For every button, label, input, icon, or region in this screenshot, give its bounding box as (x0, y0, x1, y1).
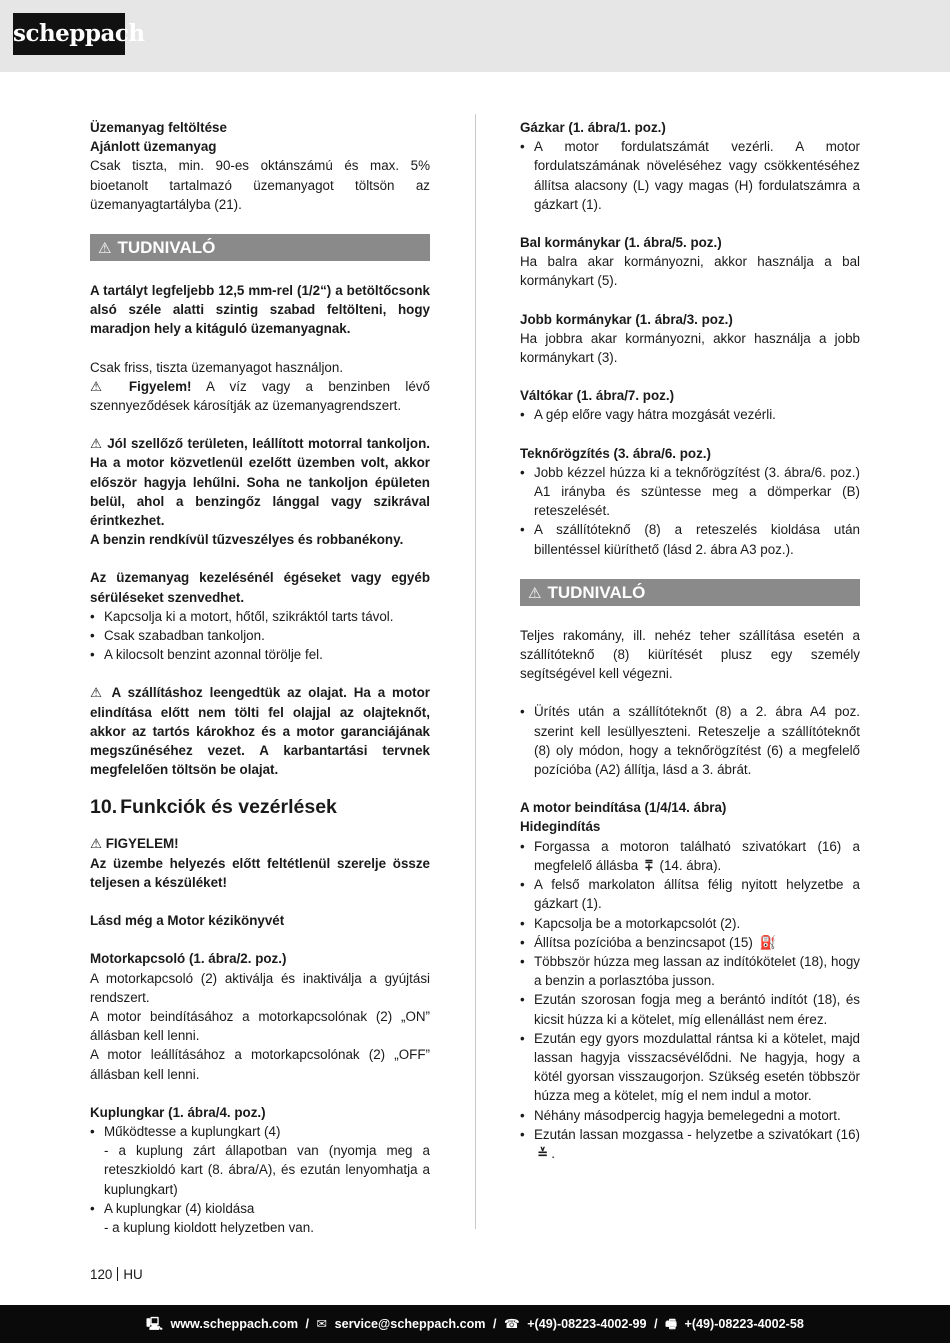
fresh-fuel-text: Csak friss, tiszta üzemanyagot használjon. (90, 359, 344, 375)
burns-list (90, 607, 430, 665)
cold-start-title: Hidegindítás (520, 819, 601, 835)
clutch-list (90, 1122, 430, 1237)
warning-label: FIGYELEM! (105, 836, 179, 852)
clutch-item-2: A kuplungkar (4) kioldása (104, 1200, 255, 1216)
list-item: • Kapcsolja be a motorkapcsolót (2). (520, 914, 860, 933)
see-also-text: Lásd még a Motor kézikönyvét (90, 913, 285, 929)
tray-lock-title: Teknőrögzítés (3. ábra/6. poz.) (520, 445, 711, 461)
choke-open-icon: ≚ (537, 1145, 549, 1161)
warning-triangle-icon: ⚠ (90, 836, 106, 852)
warning-triangle-icon: ⚠ (528, 584, 542, 602)
attention-text: A víz vagy a benzinben lévő szennyeződések károsítják az üzemanyagrendszert. (90, 378, 430, 414)
fax-number: +(49)-08223-4002-58 (684, 1317, 804, 1331)
contact-bar: 🖳 www.scheppach.com / ✉ service@scheppach.com / ☎ +(49)-08223-4002-99 / 🖷 +(49)-08223-4002-58 (0, 1305, 950, 1343)
list-item (520, 933, 860, 952)
clutch-item-2-sub: - a kuplung kioldott helyzetben van. (104, 1219, 314, 1235)
list-item (520, 837, 860, 875)
list-item: • Többször húzza meg lassan az indítókötelet (18), hogy a benzin a porlasztóba jusson. (520, 952, 860, 990)
section-heading (90, 795, 430, 819)
warning-text: Az üzembe helyezés előtt feltétlenül szerelje össze teljesen a készüléket! (90, 855, 430, 890)
warning-triangle-icon: ⚠ (90, 378, 129, 394)
column-divider (475, 114, 476, 1229)
empty-list (520, 702, 860, 779)
oil-paragraph (90, 683, 430, 779)
notice-banner-left (90, 234, 430, 261)
start-list (520, 837, 860, 1163)
phone-icon: ☎ (504, 1317, 520, 1331)
switch-text-1: A motorkapcsoló (2) aktiválja és inaktiválja a gyújtási rendszert. (90, 970, 430, 1005)
gear-title: Váltókar (1. ábra/7. poz.) (520, 388, 675, 404)
list-item: • Ezután egy gyors mozdulattal rántsa ki a kötelet, majd lassan hagyja visszacsévélődni. Ne hagyja, hogy a kötél gyorsan visszaugorjon. Szükség esetén többször húzza meg a kötelet, míg el nem indul a motor. (520, 1029, 860, 1106)
fuel-text: Csak tiszta, min. 90-es oktánszámú és max. 5% bioetanolt tartalmazó üzemanyagot töltsön az üzemanyagtartályba (21). (90, 158, 430, 212)
language-code: HU (123, 1267, 143, 1282)
phone-number: +(49)-08223-4002-99 (527, 1317, 647, 1331)
computer-icon: 🖳 (146, 1317, 163, 1331)
clutch-item-1: Működtesse a kuplungkart (4) (104, 1123, 281, 1139)
section-title: Funkciók és vezérlések (120, 796, 337, 819)
oil-text: A szállításhoz leengedtük az olajat. Ha a motor elindítása előtt nem tölti fel olajjal az olajteknőt, akkor az tartós károkhoz és a motor garanciájának megszűnéséhez vezet. A karbantartási tervnek megfelelően töltsön be olajat. (90, 685, 430, 778)
switch-title: Motorkapcsoló (1. ábra/2. poz.) (90, 951, 287, 967)
list-item: • A felső markolaton állítsa félig nyitott helyzetbe a gázkart (1). (520, 875, 860, 913)
brand-logo: scheppach (13, 13, 125, 55)
notice-label: TUDNIVALÓ (547, 582, 646, 602)
footer-separator (117, 1267, 118, 1281)
list-item: • Kapcsolja ki a motort, hőtől, szikráktól tarts távol. (90, 607, 430, 626)
left-handle-title: Bal kormánykar (1. ábra/5. poz.) (520, 235, 722, 251)
clutch-title: Kuplungkar (1. ábra/4. poz.) (90, 1104, 266, 1120)
start-title: A motor beindítása (1/4/14. ábra) (520, 800, 727, 816)
attention-paragraph (90, 377, 430, 415)
flammable-text: A benzin rendkívül tűzveszélyes és robbanékony. (90, 532, 404, 548)
start-item-9a: Ezután lassan mozgassa - helyzetbe a szivatókart (16) (534, 1126, 860, 1142)
list-item: • A szállítóteknő (8) a reteszelés kioldása után billentéssel kiüríthető (lásd 2. ábra A3 poz.). (520, 520, 860, 558)
left-handle-text: Ha balra akar kormányozni, akkor használja a bal kormánykart (5). (520, 254, 860, 289)
fuel-title: Üzemanyag feltöltése (90, 120, 227, 135)
website-link[interactable]: www.scheppach.com (170, 1317, 299, 1331)
ventilated-text: Jól szellőző területen, leállított motorral tankoljon. Ha a motor közvetlenül ezelőtt üzemben volt, akkor először hagyja lehűlni. Soha ne tankoljon épületen belül, ahol a benzingőz lánggal vagy szikrával érintkezhet. (90, 436, 430, 529)
switch-text-2: A motor beindításához a motorkapcsolónak (2) „ON” állásban kell lenni. (90, 1008, 430, 1044)
list-item: • Ezután szorosan fogja meg a berántó indítót (18), és kicsit húzza ki a kötelet, míg ellenállást nem érez. (520, 990, 860, 1028)
warning-triangle-icon: ⚠ (90, 685, 112, 701)
start-item-1a: Forgassa a motoron található szivatókart (16) a megfelelő állásba (534, 838, 860, 873)
list-item: • A gép előre vagy hátra mozgását vezérli. (520, 405, 860, 424)
warning-triangle-icon: ⚠ (90, 436, 108, 452)
notice-text: A tartályt legfeljebb 12,5 mm-rel (1/2“) a betöltőcsonk alsó széle alatti szintig szabad feltölteni, hogy maradjon hely a kitáguló üzemanyagnak. (90, 283, 430, 337)
burns-text: Az üzemanyag kezelésénél égéseket vagy egyéb sérüléseket szenvedhet. (90, 570, 430, 605)
start-item-4: Állítsa pozícióba a benzincsapot (15) (534, 934, 753, 950)
notice-label: TUDNIVALÓ (117, 238, 216, 258)
fuel-pump-icon: ⛽ (759, 934, 777, 950)
tray-lock-list (520, 463, 860, 559)
section-number: 10. (90, 796, 118, 819)
clutch-item-1-sub: - a kuplung zárt állapotban van (nyomja meg a reteszkioldó kart (8. ábra/A), és ezután lenyomhatja a kuplungkart) (104, 1143, 430, 1197)
load-text: Teljes rakomány, ill. nehéz teher szállítása esetén a szállítóteknő (8) kiürítését plusz egy személy segítségével kell végezni. (520, 627, 860, 682)
throttle-title: Gázkar (1. ábra/1. poz.) (520, 120, 666, 135)
header-bar (0, 0, 950, 72)
list-item (90, 1122, 430, 1199)
list-item: • Ürítés után a szállítóteknőt (8) a 2. ábra A4 poz. szerint kell lesüllyeszteni. Reteszelje a szállítóteknőt (8) oly módon, hogy a teknőrögzítést (6) a megfelelő pozícióba (A2) állítja, lásd a 3. ábrát. (520, 702, 860, 779)
list-item (90, 1199, 430, 1237)
start-item-9b: . (551, 1145, 555, 1161)
list-item (520, 1125, 860, 1163)
list-item: • A motor fordulatszámát vezérli. A motor fordulatszámának növeléséhez vagy csökkentéséhez állítsa alacsony (L) vagy magas (H) fordulatszámra a gázkart (1). (520, 137, 860, 214)
fuel-subtitle: Ajánlott üzemanyag (90, 139, 217, 155)
page-number: 120 (90, 1267, 113, 1282)
list-item: • A kilocsolt benzint azonnal törölje fel. (90, 645, 430, 664)
ventilated-paragraph (90, 434, 430, 530)
page-footer (90, 1265, 143, 1284)
switch-text-3: A motor leállításához a motorkapcsolónak (2) „OFF” állásban kell lenni. (90, 1047, 430, 1082)
left-column (90, 118, 430, 1237)
fax-icon: 🖷 (665, 1317, 677, 1331)
email-link[interactable]: service@scheppach.com (334, 1317, 486, 1331)
start-item-1b: (14. ábra). (655, 857, 722, 873)
right-handle-title: Jobb kormánykar (1. ábra/3. poz.) (520, 311, 733, 327)
list-item: • Néhány másodpercig hagyja bemelegedni a motort. (520, 1106, 860, 1125)
warning-triangle-icon: ⚠ (98, 240, 112, 258)
list-item: • Jobb kézzel húzza ki a teknőrögzítést (3. ábra/6. poz.) A1 irányba és szüntesse meg a dömperkar (B) reteszelését. (520, 463, 860, 521)
choke-closed-icon: ⩱ (644, 857, 653, 873)
gear-list (520, 405, 860, 424)
warning-heading (90, 834, 430, 853)
right-handle-text: Ha jobbra akar kormányozni, akkor használja a jobb kormánykart (3). (520, 330, 860, 366)
notice-banner-right (520, 579, 860, 606)
throttle-list (520, 137, 860, 214)
list-item: • Csak szabadban tankoljon. (90, 626, 430, 645)
email-icon: ✉ (316, 1317, 328, 1331)
attention-label: Figyelem! (128, 378, 192, 394)
right-column (520, 118, 860, 1163)
